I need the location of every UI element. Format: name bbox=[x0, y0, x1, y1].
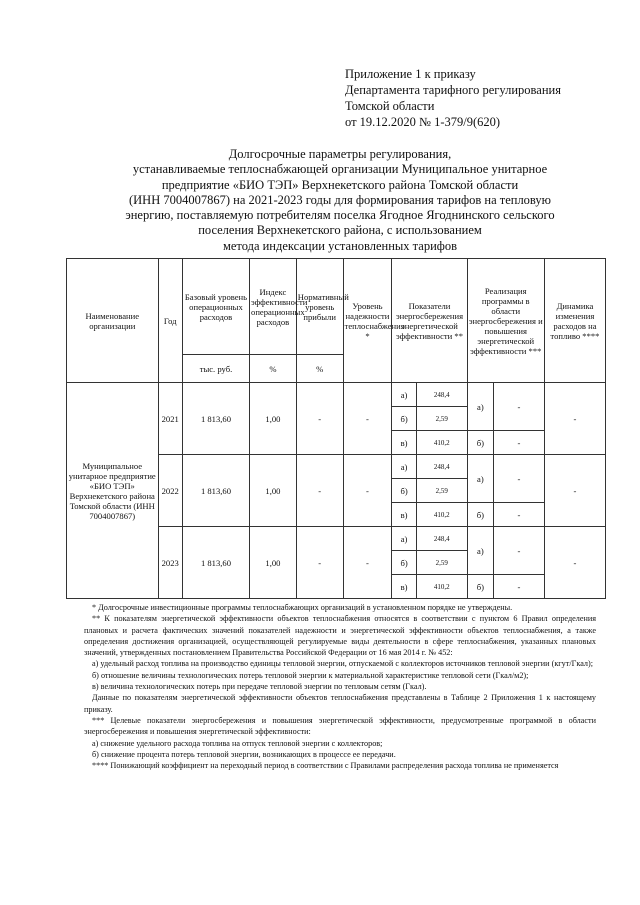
program-value: - bbox=[494, 431, 545, 455]
table-row bbox=[67, 383, 606, 407]
reliability-cell: - bbox=[343, 527, 392, 599]
program-value: - bbox=[494, 383, 545, 431]
indicator-letter: а) bbox=[392, 527, 416, 551]
title-line: метода индексации установленных тарифов bbox=[222, 238, 458, 253]
program-letter: а) bbox=[467, 383, 493, 431]
footnote-program-b: б) снижение процента потерь тепловой энергии, возникающих в процессе ее передачи. bbox=[92, 749, 396, 759]
parameters-table bbox=[66, 258, 606, 599]
header-organization: Наименование организации bbox=[67, 259, 159, 383]
indicator-value: 248,4 bbox=[416, 455, 467, 479]
footnote-item-a: а) удельный расход топлива на производство единицы тепловой энергии, отпускаемой с коллекторов источников тепловой энергии (кгут/Гкал); bbox=[92, 659, 593, 669]
table-header-row bbox=[67, 259, 606, 355]
efficiency-index-cell: 1,00 bbox=[250, 455, 297, 527]
reliability-cell: - bbox=[343, 455, 392, 527]
header-year: Год bbox=[158, 259, 182, 383]
title-line: энергию, поставляемую потребителям поселка Ягодное Ягоднинского сельского bbox=[125, 208, 555, 223]
unit-index: % bbox=[250, 355, 297, 383]
title-line: устанавливаемые теплоснабжающей организации Муниципальное унитарное bbox=[132, 162, 548, 177]
footnote-program-a: а) снижение удельного расхода топлива на отпуск тепловой энергии с коллекторов; bbox=[92, 738, 383, 748]
efficiency-index-cell: 1,00 bbox=[250, 527, 297, 599]
title-line: Долгосрочные параметры регулирования, bbox=[228, 147, 452, 161]
indicator-value: 248,4 bbox=[416, 383, 467, 407]
appendix-header bbox=[345, 66, 561, 130]
program-letter: а) bbox=[467, 455, 493, 503]
fuel-dynamics-cell: - bbox=[544, 527, 605, 599]
indicator-value: 410,2 bbox=[416, 503, 467, 527]
footnote-table-reference: Данные по показателям энергетической эффективности объектов теплоснабжения представлены в Таблице 2 Приложения 1 к настоящему приказу. bbox=[84, 693, 596, 714]
indicator-value: 2,59 bbox=[416, 479, 467, 503]
footnote-reliability: * Долгосрочные инвестиционные программы теплоснабжающих организаций в установленном порядке не утверждены. bbox=[92, 603, 513, 612]
program-letter: б) bbox=[467, 575, 493, 599]
footnote-item-b: б) отношение величины технологических потерь тепловой энергии к материальной характеристике тепловой сети (Гкал/м2); bbox=[92, 670, 529, 680]
department-line: Департамента тарифного регулирования bbox=[345, 83, 561, 97]
unit-base: тыс. руб. bbox=[182, 355, 249, 383]
indicator-letter: в) bbox=[392, 503, 416, 527]
fuel-dynamics-cell: - bbox=[544, 383, 605, 455]
footnote-programs: *** Целевые показатели энергосбережения и повышения энергетической эффективности, предусмотренные программой в области энергосбережения и повышения энергетической эффективности: bbox=[84, 715, 596, 737]
header-programs: Реализация программы в области энергосбережения и повышения энергетической эффективности *** bbox=[467, 259, 544, 383]
header-energy-indicators: Показатели энергосбережения энергетической эффективности ** bbox=[392, 259, 467, 383]
indicator-letter: в) bbox=[392, 575, 416, 599]
indicator-letter: в) bbox=[392, 431, 416, 455]
program-value: - bbox=[494, 455, 545, 503]
program-letter: а) bbox=[467, 527, 493, 575]
indicator-letter: а) bbox=[392, 383, 416, 407]
year-cell: 2023 bbox=[158, 527, 182, 599]
program-letter: б) bbox=[467, 431, 493, 455]
program-value: - bbox=[494, 575, 545, 599]
header-fuel-dynamics: Динамика изменения расходов на топливо **** bbox=[544, 259, 605, 383]
organization-name: Муниципальное унитарное предприятие «БИО ТЭП» Верхнекетского района Томской области (ИНН 7004007867) bbox=[67, 383, 159, 599]
indicator-letter: а) bbox=[392, 455, 416, 479]
title-line: предприятие «БИО ТЭП» Верхнекетского района Томской области bbox=[161, 177, 519, 192]
footnote-item-c: в) величина технологических потерь при передаче тепловой энергии по тепловым сетям (Гкал). bbox=[92, 682, 427, 692]
year-cell: 2022 bbox=[158, 455, 182, 527]
indicator-value: 410,2 bbox=[416, 431, 467, 455]
indicator-letter: б) bbox=[392, 407, 416, 431]
footnotes bbox=[84, 602, 596, 771]
profit-cell: - bbox=[296, 383, 343, 455]
document-title bbox=[70, 147, 610, 254]
header-reliability: Уровень надежности теплоснабжения * bbox=[343, 259, 392, 383]
header-profit-level: Нормативный уровень прибыли bbox=[296, 259, 343, 355]
base-costs-cell: 1 813,60 bbox=[182, 455, 249, 527]
footnote-energy-indicators: ** К показателям энергетической эффективности объектов теплоснабжения относятся в соответствии с пунктом 6 Правил определения плановых и расчета фактических значений показателей надежности и энергетической эффективности объектов теплоснабжения, а также определения достижения организацией, осуществляющей регулируемые виды деятельности в сфере теплоснабжения, указанных плановых значений, утвержденных постановлением Правительства Российской Федерации от 16 мая 2014 г. № 452: bbox=[84, 614, 596, 658]
title-line: поселения Верхнекетского района, с использованием bbox=[198, 223, 482, 238]
program-value: - bbox=[494, 527, 545, 575]
reliability-cell: - bbox=[343, 383, 392, 455]
footnote-fuel: **** Понижающий коэффициент на переходный период в соответствии с Правилами распределения расхода топлива не применяется bbox=[92, 761, 559, 771]
profit-cell: - bbox=[296, 455, 343, 527]
indicator-value: 2,59 bbox=[416, 407, 467, 431]
program-value: - bbox=[494, 503, 545, 527]
title-line: (ИНН 7004007867) на 2021-2023 годы для формирования тарифов на тепловую bbox=[128, 192, 551, 207]
unit-profit: % bbox=[296, 355, 343, 383]
base-costs-cell: 1 813,60 bbox=[182, 383, 249, 455]
header-base-costs: Базовый уровень операционных расходов bbox=[182, 259, 249, 355]
profit-cell: - bbox=[296, 527, 343, 599]
indicator-value: 248,4 bbox=[416, 527, 467, 551]
year-cell: 2021 bbox=[158, 383, 182, 455]
fuel-dynamics-cell: - bbox=[544, 455, 605, 527]
order-date-line: от 19.12.2020 № 1-379/9(620) bbox=[345, 115, 501, 129]
base-costs-cell: 1 813,60 bbox=[182, 527, 249, 599]
efficiency-index-cell: 1,00 bbox=[250, 383, 297, 455]
indicator-value: 2,59 bbox=[416, 551, 467, 575]
header-efficiency-index: Индекс эффективности операционных расходов bbox=[250, 259, 297, 355]
indicator-letter: б) bbox=[392, 479, 416, 503]
indicator-value: 410,2 bbox=[416, 575, 467, 599]
region-line: Томской области bbox=[345, 99, 435, 113]
appendix-line: Приложение 1 к приказу bbox=[345, 67, 476, 81]
program-letter: б) bbox=[467, 503, 493, 527]
indicator-letter: б) bbox=[392, 551, 416, 575]
